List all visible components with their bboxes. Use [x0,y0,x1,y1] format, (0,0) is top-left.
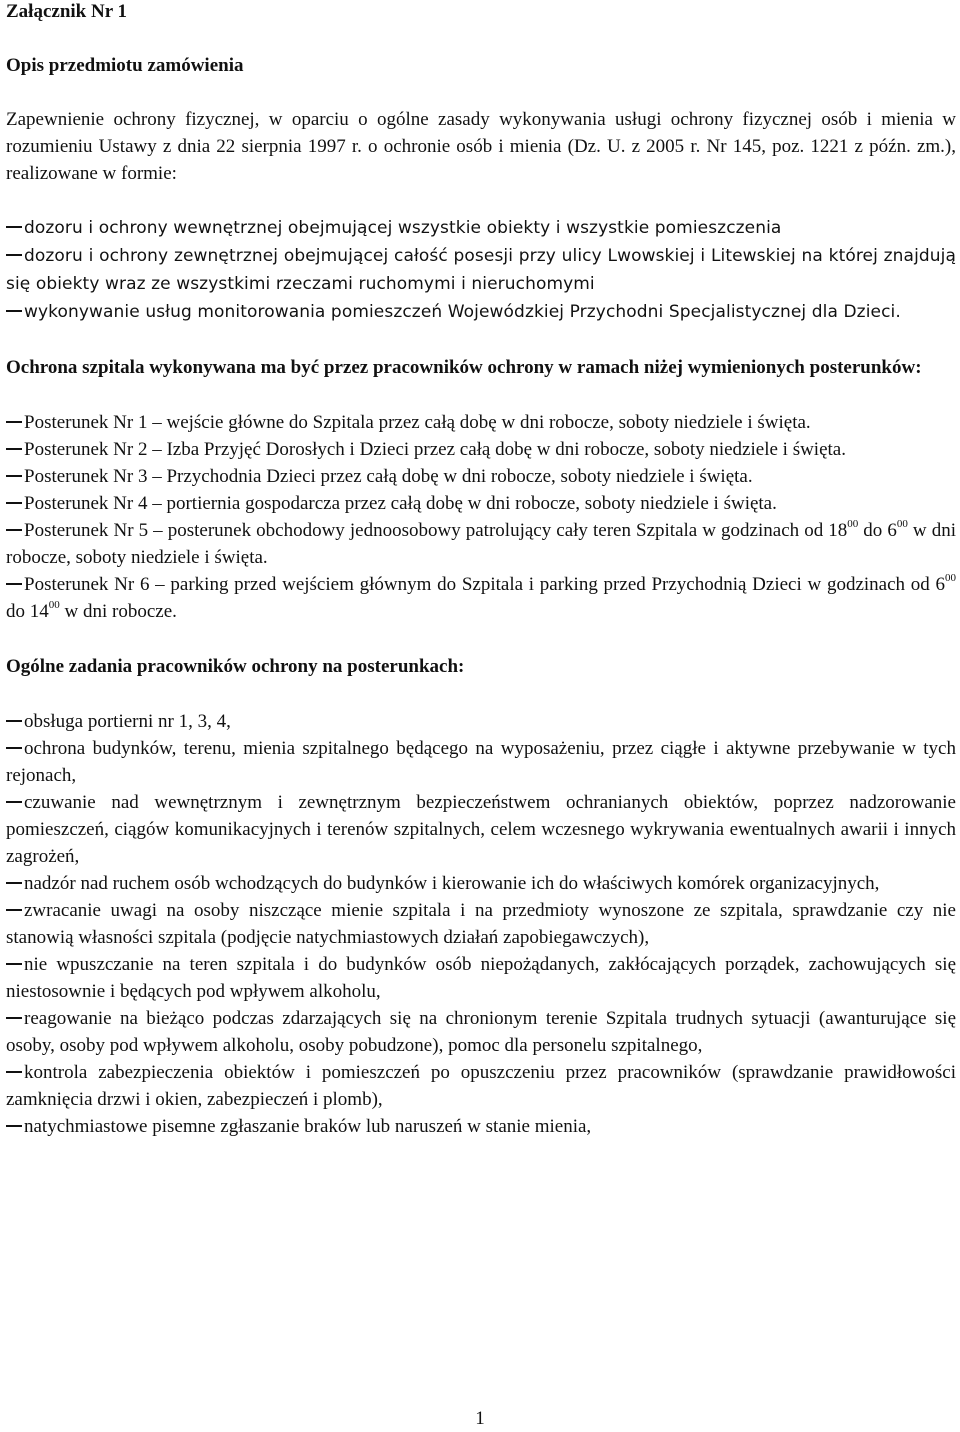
task-text: obsługa portierni nr 1, 3, 4, [24,711,231,732]
post-item [6,409,956,436]
post-item [6,463,956,490]
post-item [6,517,956,571]
task-item [6,951,956,1005]
post-item [6,490,956,517]
dash-bullet [6,448,22,450]
post-text: Posterunek Nr 1 – wejście główne do Szpitala przez całą dobę w dni robocze, soboty niedziele i święta. [24,412,811,433]
dash-bullet [6,720,22,722]
document-page [6,0,956,1140]
dash-bullet [6,502,22,504]
task-item [6,735,956,789]
form-item-text: dozoru i ochrony zewnętrznej obejmującej całość posesji przy ulicy Lwowskiej i Litewskiej na której znajdują się obiekty wraz ze wszystkimi rzeczami ruchomymi i nieruchomymi [6,246,956,294]
task-item [6,789,956,870]
dash-bullet [6,963,22,965]
page-number: 1 [475,1408,485,1429]
dash-bullet [6,1071,22,1073]
dash-bullet [6,747,22,749]
post-item [6,436,956,463]
attachment-title: Załącznik Nr 1 [6,1,128,22]
dash-bullet [6,583,22,585]
tasks-heading: Ogólne zadania pracowników ochrony na posterunkach: [6,656,465,677]
dash-bullet [6,421,22,423]
form-item-text: dozoru i ochrony wewnętrznej obejmującej wszystkie obiekty i wszystkie pomieszczenia [24,218,782,238]
post-text: Posterunek Nr 6 – parking przed wejściem głównym do Szpitala i parking przed Przychodnią Dzieci w godzinach od 6 [24,574,945,595]
task-text: natychmiastowe pisemne zgłaszanie braków lub naruszeń w stanie mienia, [24,1116,592,1137]
task-text: czuwanie nad wewnętrznym i zewnętrznym bezpieczeństwem ochranianych obiektów, poprzez nadzorowanie pomieszczeń, ciągów komunikacyjnych i terenów szpitalnych, celem wczesnego wykrywania ewentualnych awarii i innych zagrożeń, [6,792,956,867]
description-title: Opis przedmiotu zamówienia [6,55,244,76]
task-item [6,1113,956,1140]
hour-superscript: 00 [945,571,956,584]
task-item [6,870,956,897]
post-text: do 6 [858,520,897,541]
post-text: Posterunek Nr 2 – Izba Przyjęć Dorosłych i Dzieci przez całą dobę w dni robocze, soboty niedziele i święta. [24,439,846,460]
task-item [6,897,956,951]
task-text: nadzór nad ruchem osób wchodzących do budynków i kierowanie ich do właściwych komórek organizacyjnych, [24,873,880,894]
form-item-text: wykonywanie usług monitorowania pomieszczeń Wojewódzkiej Przychodni Specjalistycznej dla Dzieci. [24,302,901,322]
dash-bullet [6,1017,22,1019]
post-text: w dni robocze, soboty niedziele i święta. [6,520,956,568]
dash-bullet [6,529,22,531]
task-text: kontrola zabezpieczenia obiektów i pomieszczeń po opuszczeniu przez pracowników (sprawdzanie prawidłowości zamknięcia drzwi i okien, zabezpieczeń i plomb), [6,1062,956,1110]
post-text: Posterunek Nr 5 – posterunek obchodowy jednoosobowy patrolujący cały teren Szpitala w godzinach od 18 [24,520,848,541]
post-text: w dni robocze. [59,601,177,622]
intro-paragraph: Zapewnienie ochrony fizycznej, w oparciu o ogólne zasady wykonywania usługi ochrony fizycznej osób i mienia w rozumieniu Ustawy z dnia 22 sierpnia 1997 r. o ochronie osób i mienia (Dz. U. z 2005 r. Nr 145, poz. 1221 z późn. zm.), realizowane w formie: [6,109,956,184]
dash-bullet [6,1125,22,1127]
task-item [6,1059,956,1113]
post-text: Posterunek Nr 3 – Przychodnia Dzieci przez całą dobę w dni robocze, soboty niedziele i święta. [24,466,753,487]
form-item [6,242,956,298]
dash-bullet [6,226,22,228]
dash-bullet [6,882,22,884]
task-text: reagowanie na bieżąco podczas zdarzających się na chronionym terenie Szpitala trudnych sytuacji (awanturujące się osoby, osoby pod wpływem alkoholu, osoby pobudzone), pomoc dla personelu szpitalnego, [6,1008,956,1056]
task-text: zwracanie uwagi na osoby niszczące mienie szpitala i na przedmioty wynoszone ze szpitala, sprawdzanie czy nie stanowią własności szpitala (podjęcie natychmiastowych działań zapobiegawczych), [6,900,956,948]
dash-bullet [6,801,22,803]
post-item [6,571,956,625]
hour-superscript: 00 [896,517,908,530]
posts-heading: Ochrona szpitala wykonywana ma być przez pracowników ochrony w ramach niżej wymienionych posterunków: [6,357,922,378]
task-item [6,708,956,735]
task-item [6,1005,956,1059]
task-text: ochrona budynków, terenu, mienia szpitalnego będącego na wyposażeniu, przez ciągłe i aktywne przebywanie w tych rejonach, [6,738,956,786]
dash-bullet [6,475,22,477]
task-text: nie wpuszczanie na teren szpitala i do budynków osób niepożądanych, zakłócających porządek, zachowujących się niestosownie i będących pod wpływem alkoholu, [6,954,956,1002]
dash-bullet [6,310,22,312]
post-text: do 14 [6,601,49,622]
post-text: Posterunek Nr 4 – portiernia gospodarcza przez całą dobę w dni robocze, soboty niedziele i święta. [24,493,777,514]
dash-bullet [6,909,22,911]
dash-bullet [6,254,22,256]
hour-superscript: 00 [847,517,859,530]
form-item [6,214,956,242]
form-item [6,298,956,326]
hour-superscript: 00 [48,598,60,611]
